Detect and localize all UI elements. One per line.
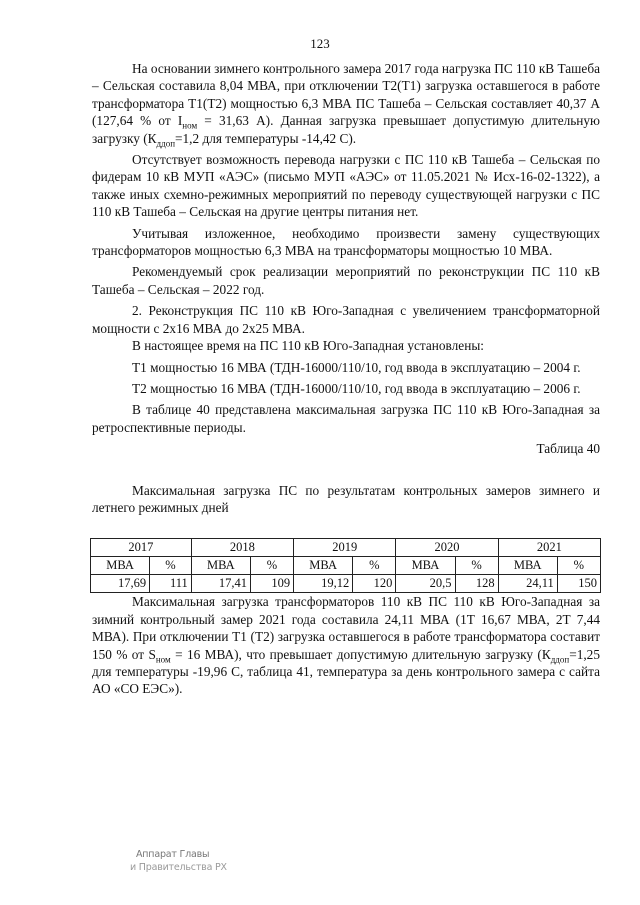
- unit-cell: МВА: [191, 557, 250, 575]
- value-cell: 17,69: [91, 575, 150, 593]
- year-cell: 2020: [396, 539, 498, 557]
- unit-cell: МВА: [498, 557, 557, 575]
- load-table: [90, 538, 601, 593]
- subscript-nom: ном: [155, 654, 171, 665]
- value-cell: 111: [150, 575, 192, 593]
- year-cell: 2018: [191, 539, 293, 557]
- paragraph-replacement: Учитывая изложенное, необходимо произвести замену существующих трансформаторов мощностью 6,3 МВА на трансформаторы мощностью 10 МВА.: [92, 225, 600, 259]
- paragraph-zimniy-zamer-2017: [92, 60, 600, 147]
- value-cell: 17,41: [191, 575, 250, 593]
- paragraph-text: На основании зимнего контрольного замера 2017 года нагрузка ПС 110 кВ Ташеба – Сельская составила 8,04 МВА, при отключении Т2(Т1) загрузка оставшегося в работе трансформатора Т1(Т2) мощностью 6,3 МВА ПС Ташеба – Сельская составляет 40,37 А (127,64 % от I: [92, 61, 600, 129]
- paragraph-t1: Т1 мощностью 16 МВА (ТДН-16000/110/10, год ввода в эксплуатацию – 2004 г.: [132, 359, 581, 375]
- paragraph-item-2: 2. Реконструкция ПС 110 кВ Юго-Западная с увеличением трансформаторной мощности с 2х16 МВА до 2х25 МВА.: [92, 303, 600, 336]
- value-cell: 128: [455, 575, 498, 593]
- value-cell: 19,12: [294, 575, 353, 593]
- subscript-ddop: ддоп: [550, 654, 570, 665]
- year-cell: 2019: [294, 539, 396, 557]
- unit-cell: %: [353, 557, 396, 575]
- table-header-years: [91, 539, 601, 557]
- value-cell: 20,5: [396, 575, 455, 593]
- value-cell: 150: [557, 575, 600, 593]
- unit-cell: %: [150, 557, 192, 575]
- table-header-units: [91, 557, 601, 575]
- year-cell: 2017: [91, 539, 192, 557]
- unit-cell: МВА: [396, 557, 455, 575]
- subscript-nom: ном: [182, 120, 198, 131]
- paragraph-text: =1,2 для температуры -14,42 С).: [175, 130, 357, 146]
- table-caption: Максимальная загрузка ПС по результатам контрольных замеров зимнего и летнего режимных дней: [92, 482, 600, 515]
- unit-cell: %: [250, 557, 293, 575]
- unit-cell: МВА: [91, 557, 150, 575]
- value-cell: 24,11: [498, 575, 557, 593]
- paragraph-deadline: Рекомендуемый срок реализации мероприятий по реконструкции ПС 110 кВ Ташеба – Сельская – 2022 год.: [92, 264, 600, 297]
- year-cell: 2021: [498, 539, 600, 557]
- paragraph-table-intro: В таблице 40 представлена максимальная загрузка ПС 110 кВ Юго-Западная за ретроспективные периоды.: [92, 402, 600, 435]
- page-number: 123: [310, 36, 330, 51]
- paragraph-text: Максимальная загрузка трансформаторов 110 кВ ПС 110 кВ Юго-Западная за зимний контрольный замер 2021 года составила 24,11 МВА (1Т 16,67 МВА, 2Т 7,44 МВА). При отключении Т1 (Т2) загрузка оставшегося в работе трансформатора составит 150 % от S: [92, 594, 600, 662]
- table-label: Таблица 40: [536, 441, 600, 457]
- paragraph-t2: Т2 мощностью 16 МВА (ТДН-16000/110/10, год ввода в эксплуатацию – 2006 г.: [132, 380, 581, 396]
- paragraph-installed: В настоящее время на ПС 110 кВ Юго-Западная установлены:: [132, 338, 484, 354]
- unit-cell: МВА: [294, 557, 353, 575]
- paragraph-max-load-2021: [92, 593, 600, 697]
- unit-cell: %: [455, 557, 498, 575]
- stamp-line: и Правительства РХ: [130, 862, 227, 873]
- paragraph-no-transfer: Отсутствует возможность перевода нагрузки с ПС 110 кВ Ташеба – Сельская по фидерам 10 кВ МУП «АЭС» (письмо МУП «АЭС» от 11.05.2021 № Исх-16-02-1322), а также иных схемно-режимных мероприятий по переводу существующей нагрузки с ПС 110 кВ Ташеба – Сельская на другие центры питания нет.: [92, 152, 600, 220]
- document-body: [92, 60, 600, 698]
- office-stamp: [130, 848, 227, 874]
- subscript-ddop: ддоп: [156, 138, 176, 149]
- paragraph-text: = 31,63 А). Данная загрузка превышает допустимую длительную загрузку (К: [92, 113, 600, 146]
- value-cell: 109: [250, 575, 293, 593]
- paragraph-text: = 16 МВА), что превышает допустимую длительную загрузку (К: [170, 646, 551, 662]
- table-row: [91, 575, 601, 593]
- value-cell: 120: [353, 575, 396, 593]
- paragraph-text: =1,25 для температуры -19,96 С, таблица 41, температура за день контрольного замера с сайта АО «СО ЕЭС»).: [92, 646, 600, 697]
- stamp-line: Аппарат Главы: [136, 849, 210, 860]
- unit-cell: %: [557, 557, 600, 575]
